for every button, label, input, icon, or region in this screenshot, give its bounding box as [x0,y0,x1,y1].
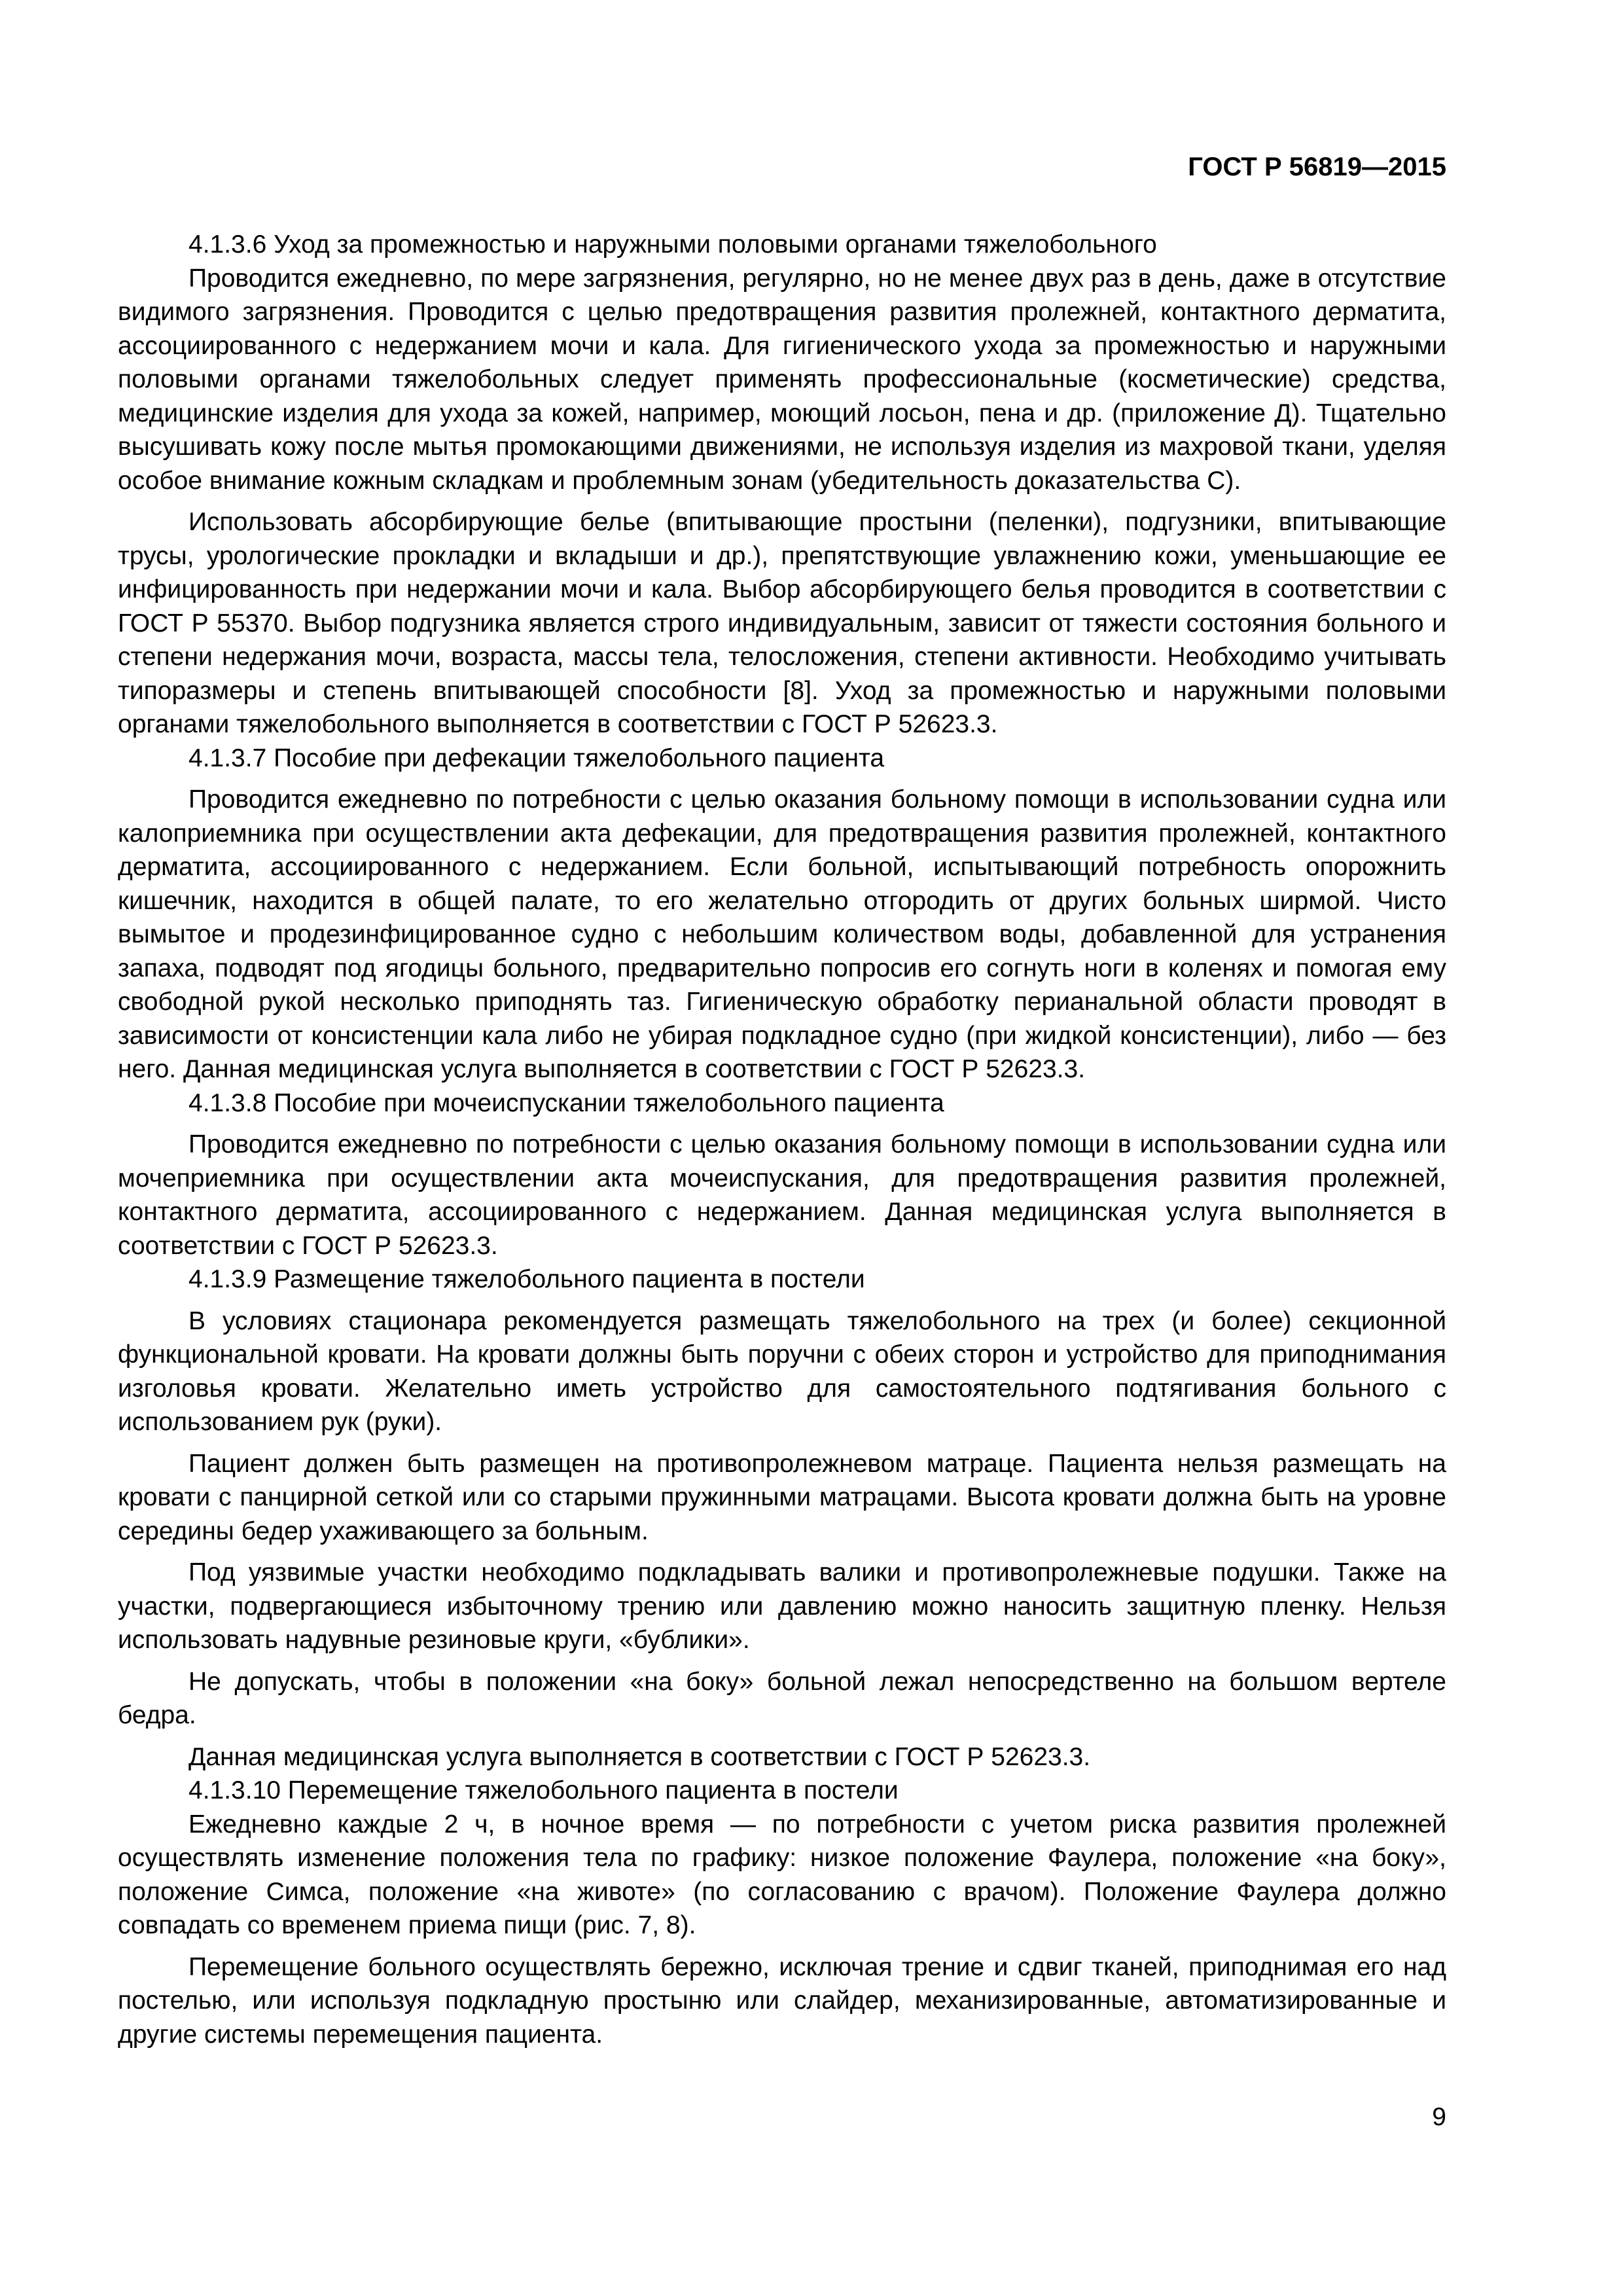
section-heading: 4.1.3.7 Пособие при дефекации тяжелобольного пациента [188,744,885,772]
paragraph: Проводится ежедневно по потребности с целью оказания больному помощи в использовании судна или калоприемника при осуществлении акта дефекации, для предотвращения развития пролежней, контактного дерматита, ассоциированного с недержанием. Если больной, испытывающий потребность опорожнить кишечник, находится в общей палате, то его желательно отгородить от других больных ширмой. Чисто вымытое и продезинфицированное судно с небольшим количеством воды, добавленной для устранения запаха, подводят под ягодицы больного, предварительно попросив его согнуть ноги в коленях и помогая ему свободной рукой несколько приподнять таз. Гигиеническую обработку перианальной области проводят в зависимости от консистенции кала либо не убирая подкладное судно (при жидкой консистенции), либо — без него. Данная медицинская услуга выполняется в соответствии с ГОСТ Р 52623.3. [118,785,1446,1083]
section-heading: 4.1.3.8 Пособие при мочеиспускании тяжелобольного пациента [188,1088,944,1117]
section-heading: 4.1.3.9 Размещение тяжелобольного пациента в постели [188,1265,865,1293]
paragraph: Перемещение больного осуществлять бережно, исключая трение и сдвиг тканей, приподнимая его над постелью, или используя подкладную простыню или слайдер, механизированные, автоматизированные и другие системы перемещения пациента. [118,1952,1446,2049]
paragraph: В условиях стационара рекомендуется размещать тяжелобольного на трех (и более) секционной функциональной кровати. На кровати должны быть поручни с обеих сторон и устройство для приподнимания изголовья кровати. Желательно иметь устройство для самостоятельного подтягивания больного с использованием рук (руки). [118,1306,1446,1436]
section-heading: 4.1.3.10 Перемещение тяжелобольного пациента в постели [188,1776,899,1804]
paragraph: Не допускать, чтобы в положении «на боку» больной лежал непосредственно на большом вертеле бедра. [118,1667,1446,1729]
section-heading: 4.1.3.6 Уход за промежностью и наружными половыми органами тяжелобольного [188,230,1157,259]
paragraph: Ежедневно каждые 2 ч, в ночное время — по потребности с учетом риска развития пролежней осуществлять изменение положения тела по графику: низкое положение Фаулера, положение «на боку», положение Симса, положение «на животе» (по согласованию с врачом). Положение Фаулера должно совпадать со временем приема пищи (рис. 7, 8). [118,1810,1446,1939]
paragraph: Проводится ежедневно, по мере загрязнения, регулярно, но не менее двух раз в день, даже в отсутствие видимого загрязнения. Проводится с целью предотвращения развития пролежней, контактного дерматита, ассоциированного с недержанием мочи и кала. Для гигиенического ухода за промежностью и наружными половыми органами тяжелобольных следует применять профессиональные (косметические) средства, медицинские изделия для ухода за кожей, например, моющий лосьон, пена и др. (приложение Д). Тщательно высушивать кожу после мытья промокающими движениями, не используя изделия из махровой ткани, уделяя особое внимание кожным складкам и проблемным зонам (убедительность доказательства С). [118,264,1446,495]
page-number: 9 [1432,2103,1446,2131]
paragraph: Проводится ежедневно по потребности с целью оказания больному помощи в использовании судна или мочеприемника при осуществлении акта мочеиспускания, для предотвращения развития пролежней, контактного дерматита, ассоциированного с недержанием. Данная медицинская услуга выполняется в соответствии с ГОСТ Р 52623.3. [118,1130,1446,1260]
paragraph: Использовать абсорбирующие белье (впитывающие простыни (пеленки), подгузники, впитывающие трусы, урологические прокладки и вкладыши и др.), препятствующие увлажнению кожи, уменьшающие ее инфицированность при недержании мочи и кала. Выбор абсорбирующего белья проводится в соответствии с ГОСТ Р 55370. Выбор подгузника является строго индивидуальным, зависит от тяжести состояния больного и степени недержания мочи, возраста, массы тела, телосложения, степени активности. Необходимо учитывать типоразмеры и степень впитывающей способности [8]. Уход за промежностью и наружными половыми органами тяжелобольного выполняется в соответствии с ГОСТ Р 52623.3. [118,508,1446,738]
document-number-header: ГОСТ Р 56819—2015 [1188,152,1446,181]
paragraph: Под уязвимые участки необходимо подкладывать валики и противопролежневые подушки. Также на участки, подвергающиеся избыточному трению или давлению можно наносить защитную пленку. Нельзя использовать надувные резиновые круги, «бублики». [118,1558,1446,1654]
paragraph: Данная медицинская услуга выполняется в соответствии с ГОСТ Р 52623.3. [188,1742,1091,1771]
document-body [118,228,1446,2051]
paragraph: Пациент должен быть размещен на противопролежневом матраце. Пациента нельзя размещать на кровати с панцирной сеткой или со старыми пружинными матрацами. Высота кровати должна быть на уровне середины бедер ухаживающего за больным. [118,1449,1446,1545]
